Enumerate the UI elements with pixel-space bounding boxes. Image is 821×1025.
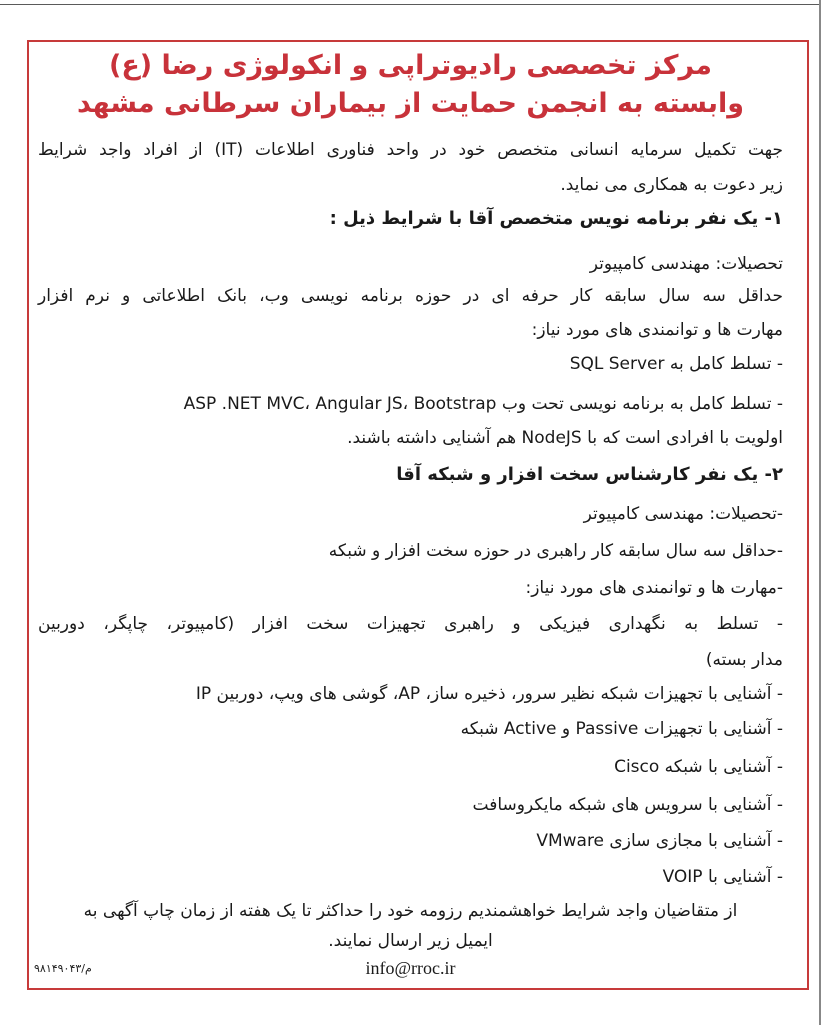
title-line-1: مرکز تخصصی رادیوتراپی و انکولوژی رضا (ع) — [109, 50, 712, 81]
position-1-line: - تسلط کامل به برنامه نویسی تحت وب ASP .NET MVC، Angular JS، Bootstrap — [183, 394, 783, 414]
position-2-line: - آشنایی با مجازی سازی VMware — [536, 831, 783, 851]
position-2-line: -حداقل سه سال سابقه کار راهبری در حوزه سخت افزار و شبکه — [328, 541, 783, 561]
position-2-line: - آشنایی با تجهیزات Passive و Active شبکه — [460, 719, 783, 739]
top-rule — [0, 4, 821, 5]
position-2-line: - تسلط به نگهداری فیزیکی و راهبری تجهیزات سخت افزار (کامپیوتر، چاپگر، دوربین — [38, 614, 783, 634]
title-line-2: وابسته به انجمن حمایت از بیماران سرطانی مشهد — [76, 88, 745, 119]
ad-code: ۹۸۱۴۹۰۴۳/م — [34, 962, 92, 975]
position-1-line: اولویت با افرادی است که با NodeJS هم آشنایی داشته باشند. — [347, 428, 783, 448]
position-2-line: - آشنایی با سرویس های شبکه مایکروسافت — [472, 795, 783, 815]
position-2-line: مدار بسته) — [705, 650, 783, 670]
position-2-line: - آشنایی با تجهیزات شبکه نظیر سرور، ذخیره ساز، AP، گوشی های ویپ، دوربین IP — [195, 684, 783, 704]
closing-line-1: از متقاضیان واجد شرایط خواهشمندیم رزومه خود را حداکثر تا یک هفته از زمان چاپ آگهی به — [83, 901, 738, 921]
position-2-line: -تحصیلات: مهندسی کامپیوتر — [583, 504, 783, 524]
position-1-line: تحصیلات: مهندسی کامپیوتر — [589, 254, 783, 274]
position-1-line: مهارت ها و توانمندی های مورد نیاز: — [531, 320, 783, 340]
intro-line-2: زیر دعوت به همکاری می نماید. — [560, 175, 783, 195]
position-1-heading: ۱- یک نفر برنامه نویس متخصص آقا با شرایط ذیل : — [329, 208, 783, 229]
position-2-line: - آشنایی با شبکه Cisco — [614, 757, 783, 777]
position-1-line: - تسلط کامل به SQL Server — [569, 354, 783, 374]
intro-line-1: جهت تکمیل سرمایه انسانی متخصص خود در واحد فناوری اطلاعات (IT) از افراد واجد شرایط — [38, 140, 783, 160]
closing-line-2: ایمیل زیر ارسال نمایند. — [328, 931, 493, 951]
position-2-line: -مهارت ها و توانمندی های مورد نیاز: — [525, 578, 783, 598]
position-1-line: حداقل سه سال سابقه کار حرفه ای در حوزه برنامه نویسی وب، بانک اطلاعاتی و نرم افزار — [38, 286, 783, 306]
contact-email: info@rroc.ir — [365, 958, 456, 978]
position-2-line: - آشنایی با VOIP — [662, 867, 783, 887]
position-2-heading: ۲- یک نفر کارشناس سخت افزار و شبکه آقا — [396, 464, 783, 485]
